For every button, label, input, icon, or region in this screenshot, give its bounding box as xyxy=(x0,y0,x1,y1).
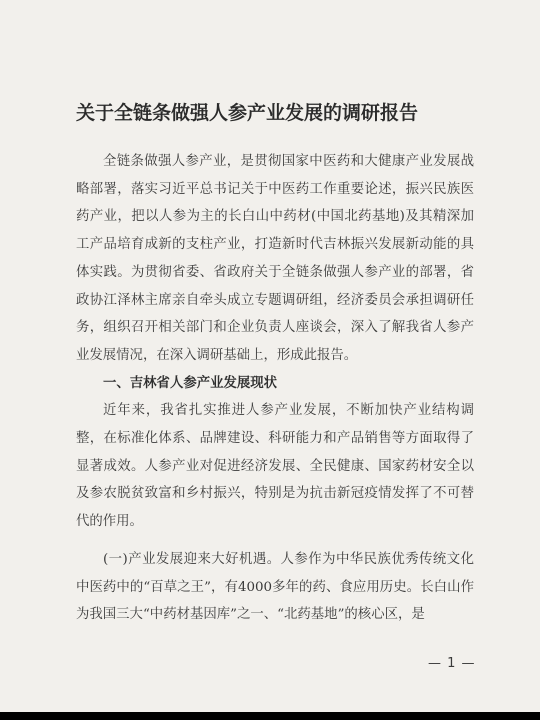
document-title: 关于全链条做强人参产业发展的调研报告 xyxy=(76,102,419,124)
intro-paragraph: 全链条做强人参产业，是贯彻国家中医药和大健康产业发展战略部署，落实习近平总书记关于中医药工作重要论述，振兴民族医药产业，把以人参为主的长白山中药材(中国北药基地)及其精深加工产品培育成新的支柱产业，打造新时代吉林振兴发展新动能的具体实践。为贯彻省委、省政府关于全链条做强人参产业的部署，省政协江泽林主席亲自牵头成立专题调研组，经济委员会承担调研任务，组织召开相关部门和企业负责人座谈会，深入了解我省人参产业发展情况，在深入调研基础上，形成此报告。 xyxy=(76,154,474,363)
section-heading: 一、吉林省人参产业发展现状 xyxy=(103,375,278,391)
page-number: — 1 — xyxy=(428,656,476,671)
document-body xyxy=(76,148,474,629)
section-paragraph: 近年来，我省扎实推进人参产业发展，不断加快产业结构调整，在标准化体系、品牌建设、科研能力和产品销售等方面取得了显著成效。人参产业对促进经济发展、全民健康、国家药材安全以及参农脱贫致富和乡村振兴，特别是为抗击新冠疫情发挥了不可替代的作用。 xyxy=(76,403,474,530)
subsection-paragraph: (一)产业发展迎来大好机遇。人参作为中华民族优秀传统文化中医药中的“百草之王”，有4000多年的药、食应用历史。长白山作为我国三大“中药材基因库”之一、“北药基地”的核心区，是 xyxy=(76,551,474,623)
